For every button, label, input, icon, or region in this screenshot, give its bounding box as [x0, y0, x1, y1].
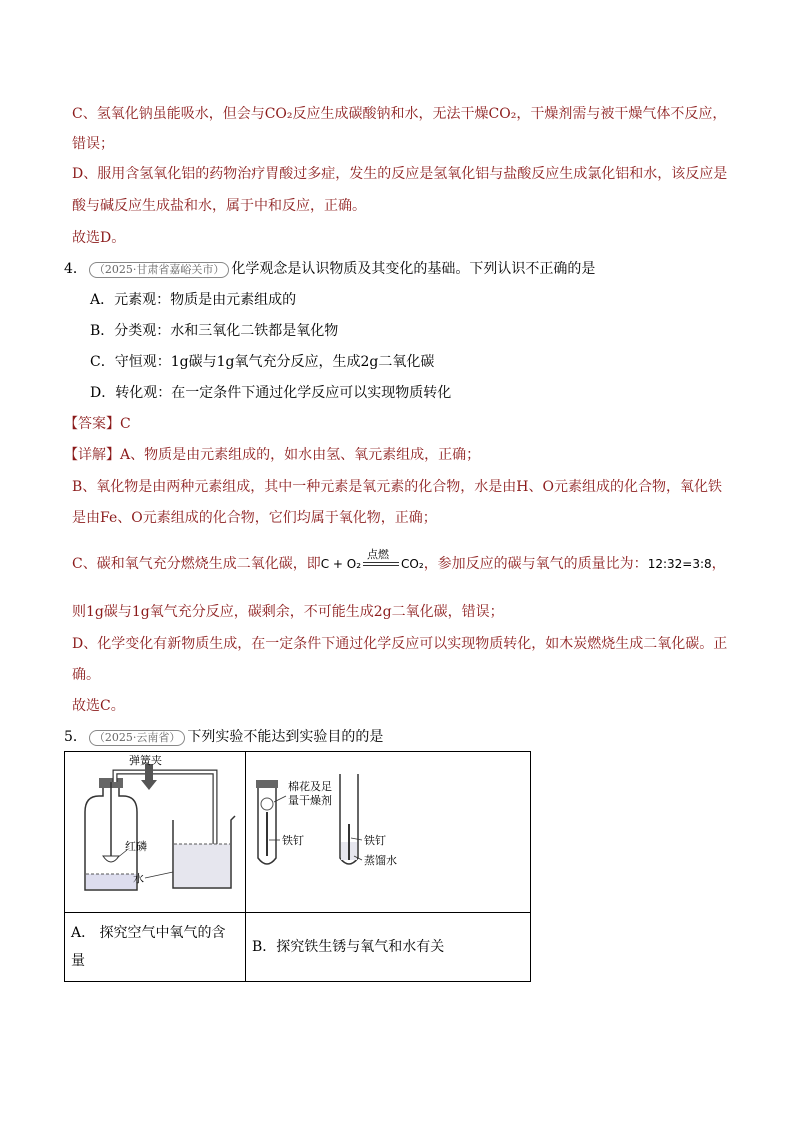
spring-clip-icon	[141, 764, 157, 790]
iron-rust-apparatus	[246, 752, 530, 908]
equation-left: C + O₂	[320, 557, 362, 571]
question-4-detail-c-line1	[72, 548, 726, 574]
cotton-label-1: 棉花及足	[288, 780, 332, 793]
combustion-spoon	[103, 856, 119, 862]
spring-clip-label: 弹簧夹	[129, 754, 162, 767]
detail-label: 【详解】	[64, 447, 120, 463]
detail-c-end: ，	[711, 556, 726, 572]
red-phosphorus-label: 红磷	[125, 840, 147, 853]
experiment-table	[64, 751, 531, 982]
experiment-a-caption	[65, 913, 246, 982]
cotton-desiccant	[261, 798, 273, 810]
question-4-choose: 故选C。	[72, 698, 125, 714]
question-4-answer: 【答案】C	[64, 416, 131, 432]
experiment-b-caption: B．探究铁生锈与氧气和水有关	[246, 913, 531, 982]
bottle-water	[86, 874, 136, 889]
mass-ratio: 12:32=3:8	[647, 557, 712, 571]
question-5-stem	[64, 727, 383, 747]
question-4-source-tag: （2025·甘肃省嘉峪关市）	[89, 262, 230, 278]
distilled-water-label: 蒸馏水	[364, 854, 397, 867]
choose-d-line: 故选D。	[72, 230, 126, 246]
question-4-option-c: C．守恒观：1g碳与1g氧气充分反应，生成2g二氧化碳	[90, 354, 435, 370]
equation-right: CO₂	[401, 557, 424, 571]
beaker-water	[174, 844, 230, 887]
reaction-arrow	[363, 548, 399, 571]
right-nail-label: 铁钉	[364, 834, 386, 847]
detail-a-text: A、物质是由元素组成的，如水由氢、氧元素组成，正确；	[120, 447, 481, 463]
option-d-explanation-line1: D、服用含氢氧化铝的药物治疗胃酸过多症，发生的反应是氢氧化铝与盐酸反应生成氯化铝和水，该反应是	[72, 166, 728, 182]
caption-a-line1: A． 探究空气中氧气的含	[71, 925, 226, 941]
detail-c-post: ，参加反应的碳与氧气的质量比为：	[423, 556, 648, 572]
reaction-condition: 点燃	[367, 548, 390, 561]
option-c-explanation-line2: 错误；	[72, 136, 114, 152]
question-4-detail-d-line1: D、化学变化有新物质生成，在一定条件下通过化学反应可以实现物质转化，如木炭燃烧生成二氧化碳。正	[72, 636, 728, 652]
experiment-a-figure-cell	[65, 752, 246, 913]
question-4-detail-b-line1: B、氧化物是由两种元素组成，其中一种元素是氧元素的化合物，水是由H、O元素组成的化合物，氧化铁	[72, 479, 722, 495]
question-4-number: 4．	[64, 261, 87, 277]
option-d-explanation-line2: 酸与碱反应生成盐和水，属于中和反应，正确。	[72, 198, 366, 214]
cotton-label-2: 量干燥剂	[288, 794, 332, 807]
question-4-stem	[64, 259, 595, 279]
question-5-text: 下列实验不能达到实验目的的是	[187, 729, 384, 745]
caption-a-line2: 量	[71, 953, 85, 969]
experiment-b-figure-cell	[246, 752, 531, 913]
question-5-number: 5．	[64, 729, 87, 745]
question-4-option-d: D．转化观：在一定条件下通过化学反应可以实现物质转化	[90, 385, 452, 401]
water-label: 水	[133, 872, 144, 885]
question-4-detail-d-line2: 确。	[72, 667, 100, 683]
left-nail-label: 铁钉	[282, 834, 304, 847]
option-c-explanation-line1: C、氢氧化钠虽能吸水，但会与CO₂反应生成碳酸钠和水，无法干燥CO₂，干燥剂需与被干燥气体不反应，	[72, 106, 727, 122]
question-5-source-tag: （2025·云南省）	[89, 730, 186, 746]
detail-c-pre: C、碳和氧气充分燃烧生成二氧化碳，即	[72, 556, 321, 572]
question-4-detail-a	[64, 445, 480, 465]
question-4-detail-b-line2: 是由Fe、O元素组成的化合物，它们均属于氧化物，正确；	[72, 510, 437, 526]
question-4-detail-c-line2: 则1g碳与1g氧气充分反应，碳剩余，不可能生成2g二氧化碳，错误；	[72, 604, 504, 620]
left-tube-stopper	[256, 780, 278, 788]
question-4-text: 化学观念是认识物质及其变化的基础。下列认识不正确的是	[231, 261, 596, 277]
oxygen-content-apparatus	[65, 752, 245, 908]
question-4-option-b: B．分类观：水和三氧化二铁都是氧化物	[90, 323, 339, 339]
question-4-option-a: A．元素观：物质是由元素组成的	[90, 292, 297, 308]
